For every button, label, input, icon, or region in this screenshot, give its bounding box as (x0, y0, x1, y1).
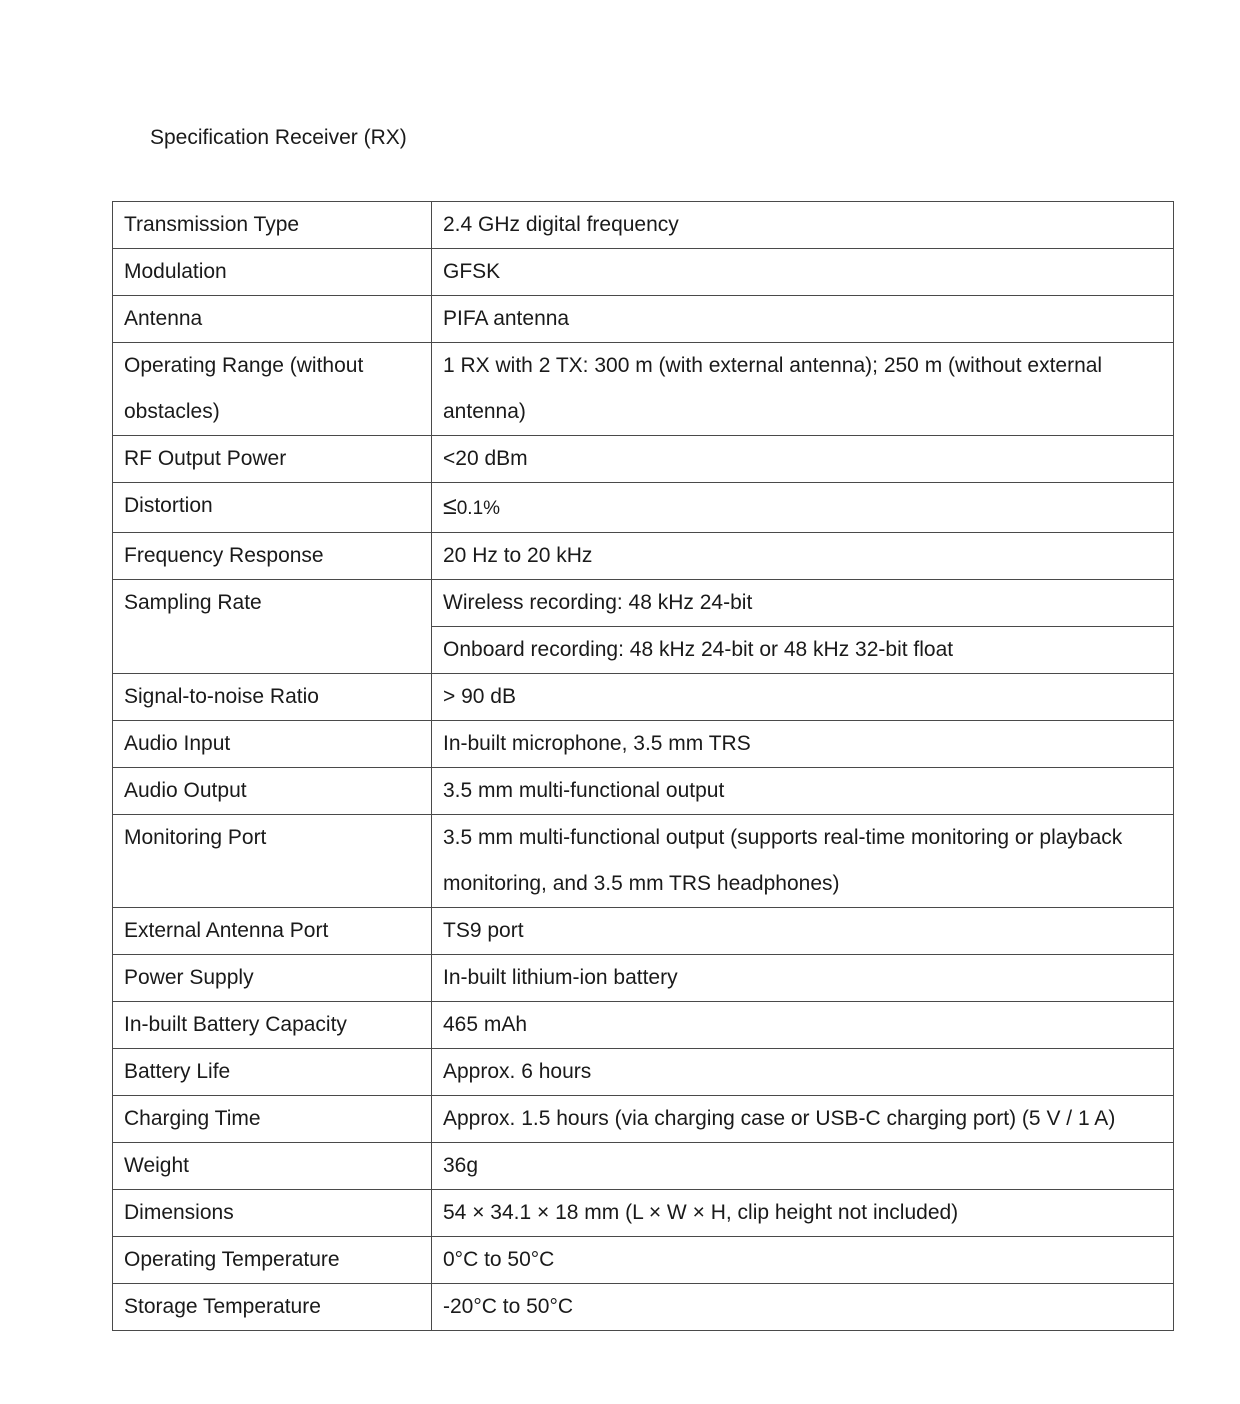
spec-label: RF Output Power (113, 436, 432, 483)
table-row (113, 1237, 1174, 1284)
spec-value: 3.5 mm multi-functional output (432, 768, 1174, 815)
page-title: Specification Receiver (RX) (150, 126, 407, 149)
less-or-equal-symbol: ≤ (443, 492, 457, 520)
spec-value: 1 RX with 2 TX: 300 m (with external antenna); 250 m (without external antenna) (432, 343, 1174, 436)
spec-value: <20 dBm (432, 436, 1174, 483)
spec-value: > 90 dB (432, 674, 1174, 721)
spec-label: Dimensions (113, 1190, 432, 1237)
spec-label: Frequency Response (113, 533, 432, 580)
spec-value: Onboard recording: 48 kHz 24-bit or 48 kHz 32-bit float (432, 627, 1174, 674)
table-row (113, 721, 1174, 768)
distortion-value: 0.1% (456, 498, 501, 519)
spec-label: Operating Temperature (113, 1237, 432, 1284)
spec-value: 20 Hz to 20 kHz (432, 533, 1174, 580)
spec-value: 2.4 GHz digital frequency (432, 202, 1174, 249)
spec-value: In-built microphone, 3.5 mm TRS (432, 721, 1174, 768)
table-row (113, 296, 1174, 343)
spec-label: Modulation (113, 249, 432, 296)
spec-value: Approx. 1.5 hours (via charging case or USB-C charging port) (5 V / 1 A) (432, 1096, 1174, 1143)
table-row (113, 249, 1174, 296)
spec-label: Signal-to-noise Ratio (113, 674, 432, 721)
specification-table (112, 201, 1174, 1331)
table-row (113, 815, 1174, 908)
table-row (113, 1096, 1174, 1143)
spec-label: Distortion (113, 483, 432, 533)
spec-value: Wireless recording: 48 kHz 24-bit (432, 580, 1174, 627)
table-row (113, 580, 1174, 627)
spec-label: Audio Output (113, 768, 432, 815)
spec-value: TS9 port (432, 908, 1174, 955)
spec-value: -20°C to 50°C (432, 1284, 1174, 1331)
spec-label: Charging Time (113, 1096, 432, 1143)
spec-label: Operating Range (without obstacles) (113, 343, 432, 436)
spec-label: External Antenna Port (113, 908, 432, 955)
spec-value: 465 mAh (432, 1002, 1174, 1049)
spec-label: Battery Life (113, 1049, 432, 1096)
spec-value: PIFA antenna (432, 296, 1174, 343)
spec-label: Antenna (113, 296, 432, 343)
spec-label: Transmission Type (113, 202, 432, 249)
spec-value: 0°C to 50°C (432, 1237, 1174, 1284)
table-row (113, 343, 1174, 436)
table-row (113, 674, 1174, 721)
table-row (113, 1190, 1174, 1237)
spec-value: 3.5 mm multi-functional output (supports real-time monitoring or playback monitoring, and 3.5 mm TRS headphones) (432, 815, 1174, 908)
table-row (113, 908, 1174, 955)
spec-value: In-built lithium-ion battery (432, 955, 1174, 1002)
table-row (113, 1284, 1174, 1331)
table-row (113, 436, 1174, 483)
spec-label: Storage Temperature (113, 1284, 432, 1331)
spec-value: 36g (432, 1143, 1174, 1190)
spec-value: Approx. 6 hours (432, 1049, 1174, 1096)
table-row (113, 483, 1174, 533)
spec-value: GFSK (432, 249, 1174, 296)
table-row (113, 955, 1174, 1002)
table-row (113, 1049, 1174, 1096)
table-row (113, 768, 1174, 815)
spec-label: Power Supply (113, 955, 432, 1002)
spec-value (432, 483, 1174, 533)
table-row (113, 1143, 1174, 1190)
table-row (113, 1002, 1174, 1049)
spec-label: Weight (113, 1143, 432, 1190)
spec-label: Monitoring Port (113, 815, 432, 908)
spec-label: Audio Input (113, 721, 432, 768)
spec-value: 54 × 34.1 × 18 mm (L × W × H, clip height not included) (432, 1190, 1174, 1237)
table-row (113, 533, 1174, 580)
spec-label: In-built Battery Capacity (113, 1002, 432, 1049)
spec-label: Sampling Rate (113, 580, 432, 674)
table-row (113, 202, 1174, 249)
